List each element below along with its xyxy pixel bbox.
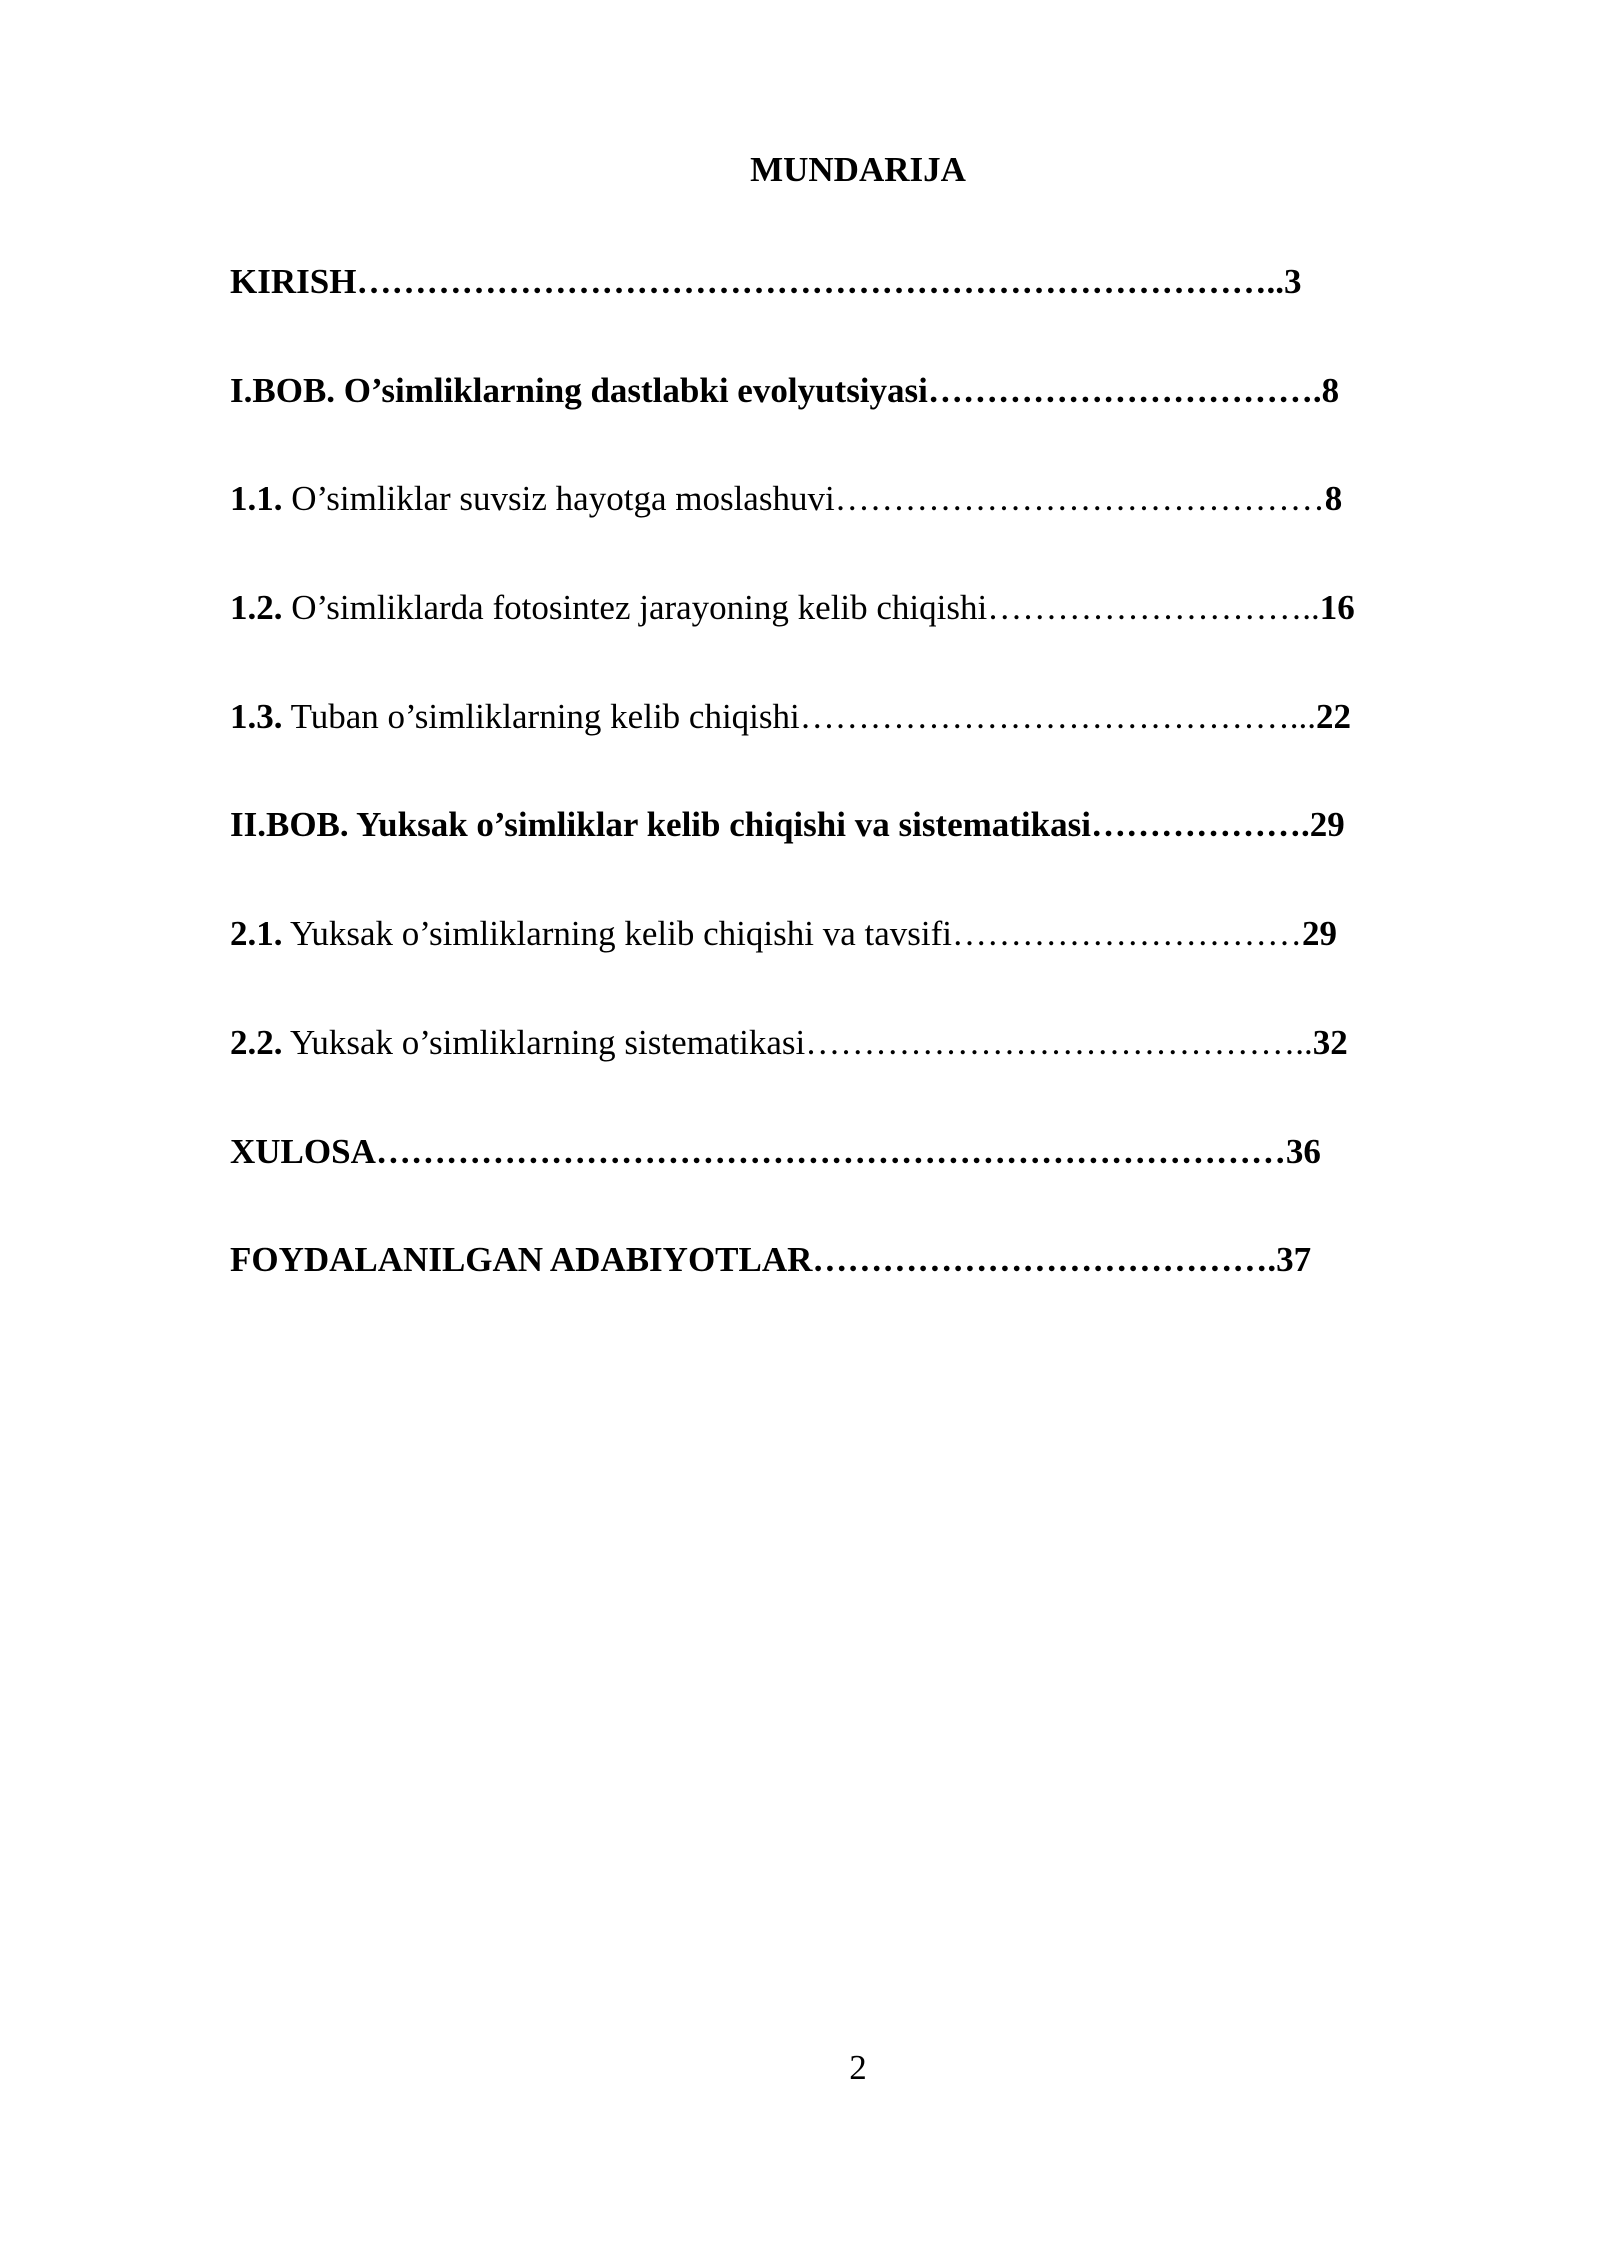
toc-entry-leader: …………………………………………………………………… xyxy=(375,1131,1286,1171)
toc-entry-number: 1.3. xyxy=(230,696,283,736)
toc-entry-page: 29 xyxy=(1301,914,1337,954)
toc-entry-chapter-1[interactable] xyxy=(230,371,1355,480)
toc-entry-label: FOYDALANILGAN ADABIYOTLAR xyxy=(230,1240,813,1280)
toc-entry-leader: …………………………………. xyxy=(812,1240,1277,1280)
toc-entry-leader: ………………………… xyxy=(951,914,1302,954)
toc-entry-label: O’simliklarda fotosintez jarayoning kelib chiqishi xyxy=(282,588,988,628)
toc-entry-page: 36 xyxy=(1285,1131,1321,1171)
toc-entry-xulosa[interactable] xyxy=(230,1132,1355,1241)
page-number: 2 xyxy=(849,2048,867,2087)
toc-entry-section-2-1[interactable] xyxy=(230,914,1355,1023)
toc-entry-label: Yuksak o’simliklarning sistematikasi xyxy=(282,1022,806,1062)
toc-entry-leader: …………………………………………………………………….. xyxy=(356,262,1284,301)
toc-entry-page: 29 xyxy=(1309,805,1345,845)
toc-entry-number: 2.1. xyxy=(230,914,283,954)
toc-entry-leader: …………………………………….. xyxy=(805,1022,1313,1062)
toc-entry-references[interactable] xyxy=(230,1240,1355,1349)
toc-entry-label: Yuksak o’simliklarning kelib chiqishi va tavsifi xyxy=(282,914,952,954)
toc-entry-page: 22 xyxy=(1316,696,1351,736)
toc-entry-label: Tuban o’simliklarning kelib chiqishi xyxy=(282,696,800,736)
toc-entry-leader: …………………………………… xyxy=(834,479,1325,519)
toc-entry-label: I.BOB. O’simliklarning dastlabki evolyutsiyasi xyxy=(230,370,928,410)
toc-entry-label: II.BOB. Yuksak o’simliklar kelib chiqishi va sistematikasi xyxy=(230,805,1091,845)
toc-entry-leader: ……………………….. xyxy=(987,588,1320,628)
table-of-contents xyxy=(230,262,1355,1349)
toc-entry-page: 3 xyxy=(1283,262,1302,301)
toc-entry-number: 1.1. xyxy=(230,479,283,519)
toc-entry-page: 8 xyxy=(1324,479,1343,519)
toc-entry-leader: ……………………………. xyxy=(927,370,1322,410)
toc-entry-leader: ……………………………………... xyxy=(799,696,1316,736)
toc-entry-page: 16 xyxy=(1319,588,1355,628)
toc-entry-label: XULOSA xyxy=(230,1131,376,1171)
toc-entry-section-2-2[interactable] xyxy=(230,1023,1355,1132)
toc-entry-number: 1.2. xyxy=(230,588,283,628)
toc-entry-label: KIRISH xyxy=(230,262,357,301)
toc-entry-number: 2.2. xyxy=(230,1022,283,1062)
toc-entry-page: 8 xyxy=(1321,370,1340,410)
page-title: MUNDARIJA xyxy=(750,150,966,189)
toc-entry-kirish[interactable] xyxy=(230,262,1355,371)
toc-entry-page: 37 xyxy=(1276,1240,1312,1280)
toc-entry-section-1-3[interactable] xyxy=(230,697,1355,806)
toc-entry-label: O’simliklar suvsiz hayotga moslashuvi xyxy=(282,479,835,519)
toc-entry-page: 32 xyxy=(1312,1022,1348,1062)
toc-entry-leader: ………………. xyxy=(1090,805,1310,845)
toc-entry-section-1-2[interactable] xyxy=(230,588,1355,697)
toc-entry-chapter-2[interactable] xyxy=(230,805,1355,914)
toc-entry-section-1-1[interactable] xyxy=(230,479,1355,588)
